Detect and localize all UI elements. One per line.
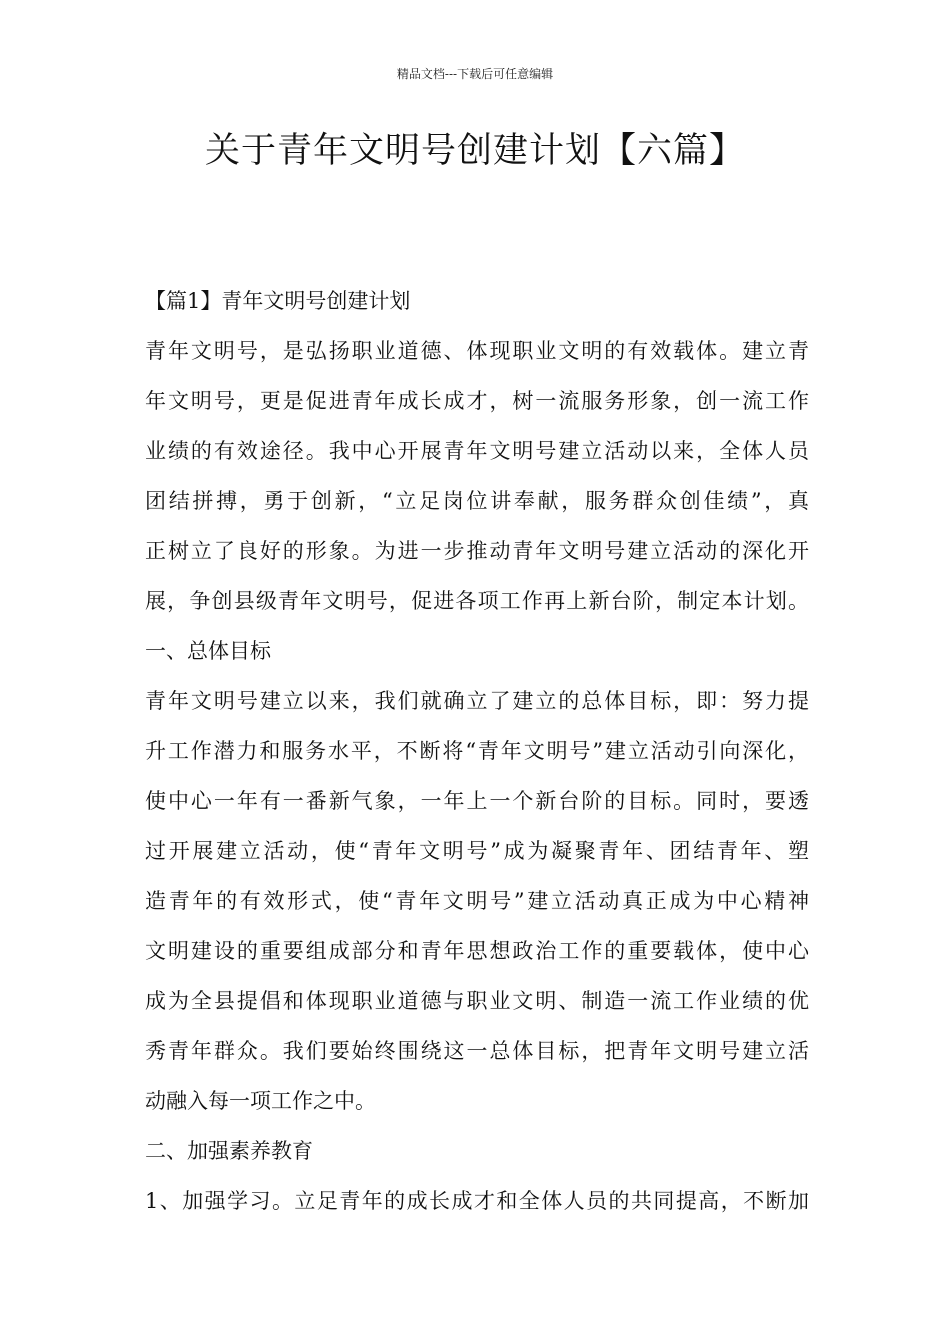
paragraph-line: 升工作潜力和服务水平，不断将“青年文明号”建立活动引向深化， bbox=[145, 739, 809, 763]
subheading-quality-education: 二、加强素养教育 bbox=[145, 1139, 313, 1163]
page-header: 精品文档---下载后可任意编辑 bbox=[396, 67, 554, 81]
paragraph-line: 秀青年群众。我们要始终围绕这一总体目标，把青年文明号建立活 bbox=[145, 1039, 809, 1063]
paragraph-line: 团结拼搏，勇于创新，“立足岗位讲奉献，服务群众创佳绩”，真 bbox=[145, 489, 809, 513]
section-heading-1: 【篇1】青年文明号创建计划 bbox=[145, 289, 411, 313]
paragraph-line: 成为全县提倡和体现职业道德与职业文明、制造一流工作业绩的优 bbox=[145, 989, 809, 1013]
paragraph-line: 造青年的有效形式，使“青年文明号”建立活动真正成为中心精神 bbox=[145, 889, 809, 913]
paragraph-line: 动融入每一项工作之中。 bbox=[145, 1089, 376, 1113]
paragraph-line: 使中心一年有一番新气象，一年上一个新台阶的目标。同时，要透 bbox=[145, 789, 809, 813]
paragraph-line: 青年文明号，是弘扬职业道德、体现职业文明的有效载体。建立青 bbox=[145, 339, 809, 363]
document-body bbox=[145, 276, 809, 1226]
paragraph-line: 正树立了良好的形象。为进一步推动青年文明号建立活动的深化开 bbox=[145, 539, 809, 563]
paragraph-line: 展，争创县级青年文明号，促进各项工作再上新台阶，制定本计划。 bbox=[145, 589, 809, 613]
paragraph-line: 年文明号，更是促进青年成长成才，树一流服务形象，创一流工作 bbox=[145, 389, 809, 413]
paragraph-line: 文明建设的重要组成部分和青年思想政治工作的重要载体，使中心 bbox=[145, 939, 809, 963]
subheading-overall-goal: 一、总体目标 bbox=[145, 639, 271, 663]
paragraph-line: 1、加强学习。立足青年的成长成才和全体人员的共同提高，不断加 bbox=[145, 1189, 809, 1213]
paragraph-line: 青年文明号建立以来，我们就确立了建立的总体目标，即：努力提 bbox=[145, 689, 809, 713]
paragraph-line: 业绩的有效途径。我中心开展青年文明号建立活动以来，全体人员 bbox=[145, 439, 809, 463]
document-title: 关于青年文明号创建计划【六篇】 bbox=[204, 131, 745, 171]
paragraph-line: 过开展建立活动，使“青年文明号”成为凝聚青年、团结青年、塑 bbox=[145, 839, 809, 863]
